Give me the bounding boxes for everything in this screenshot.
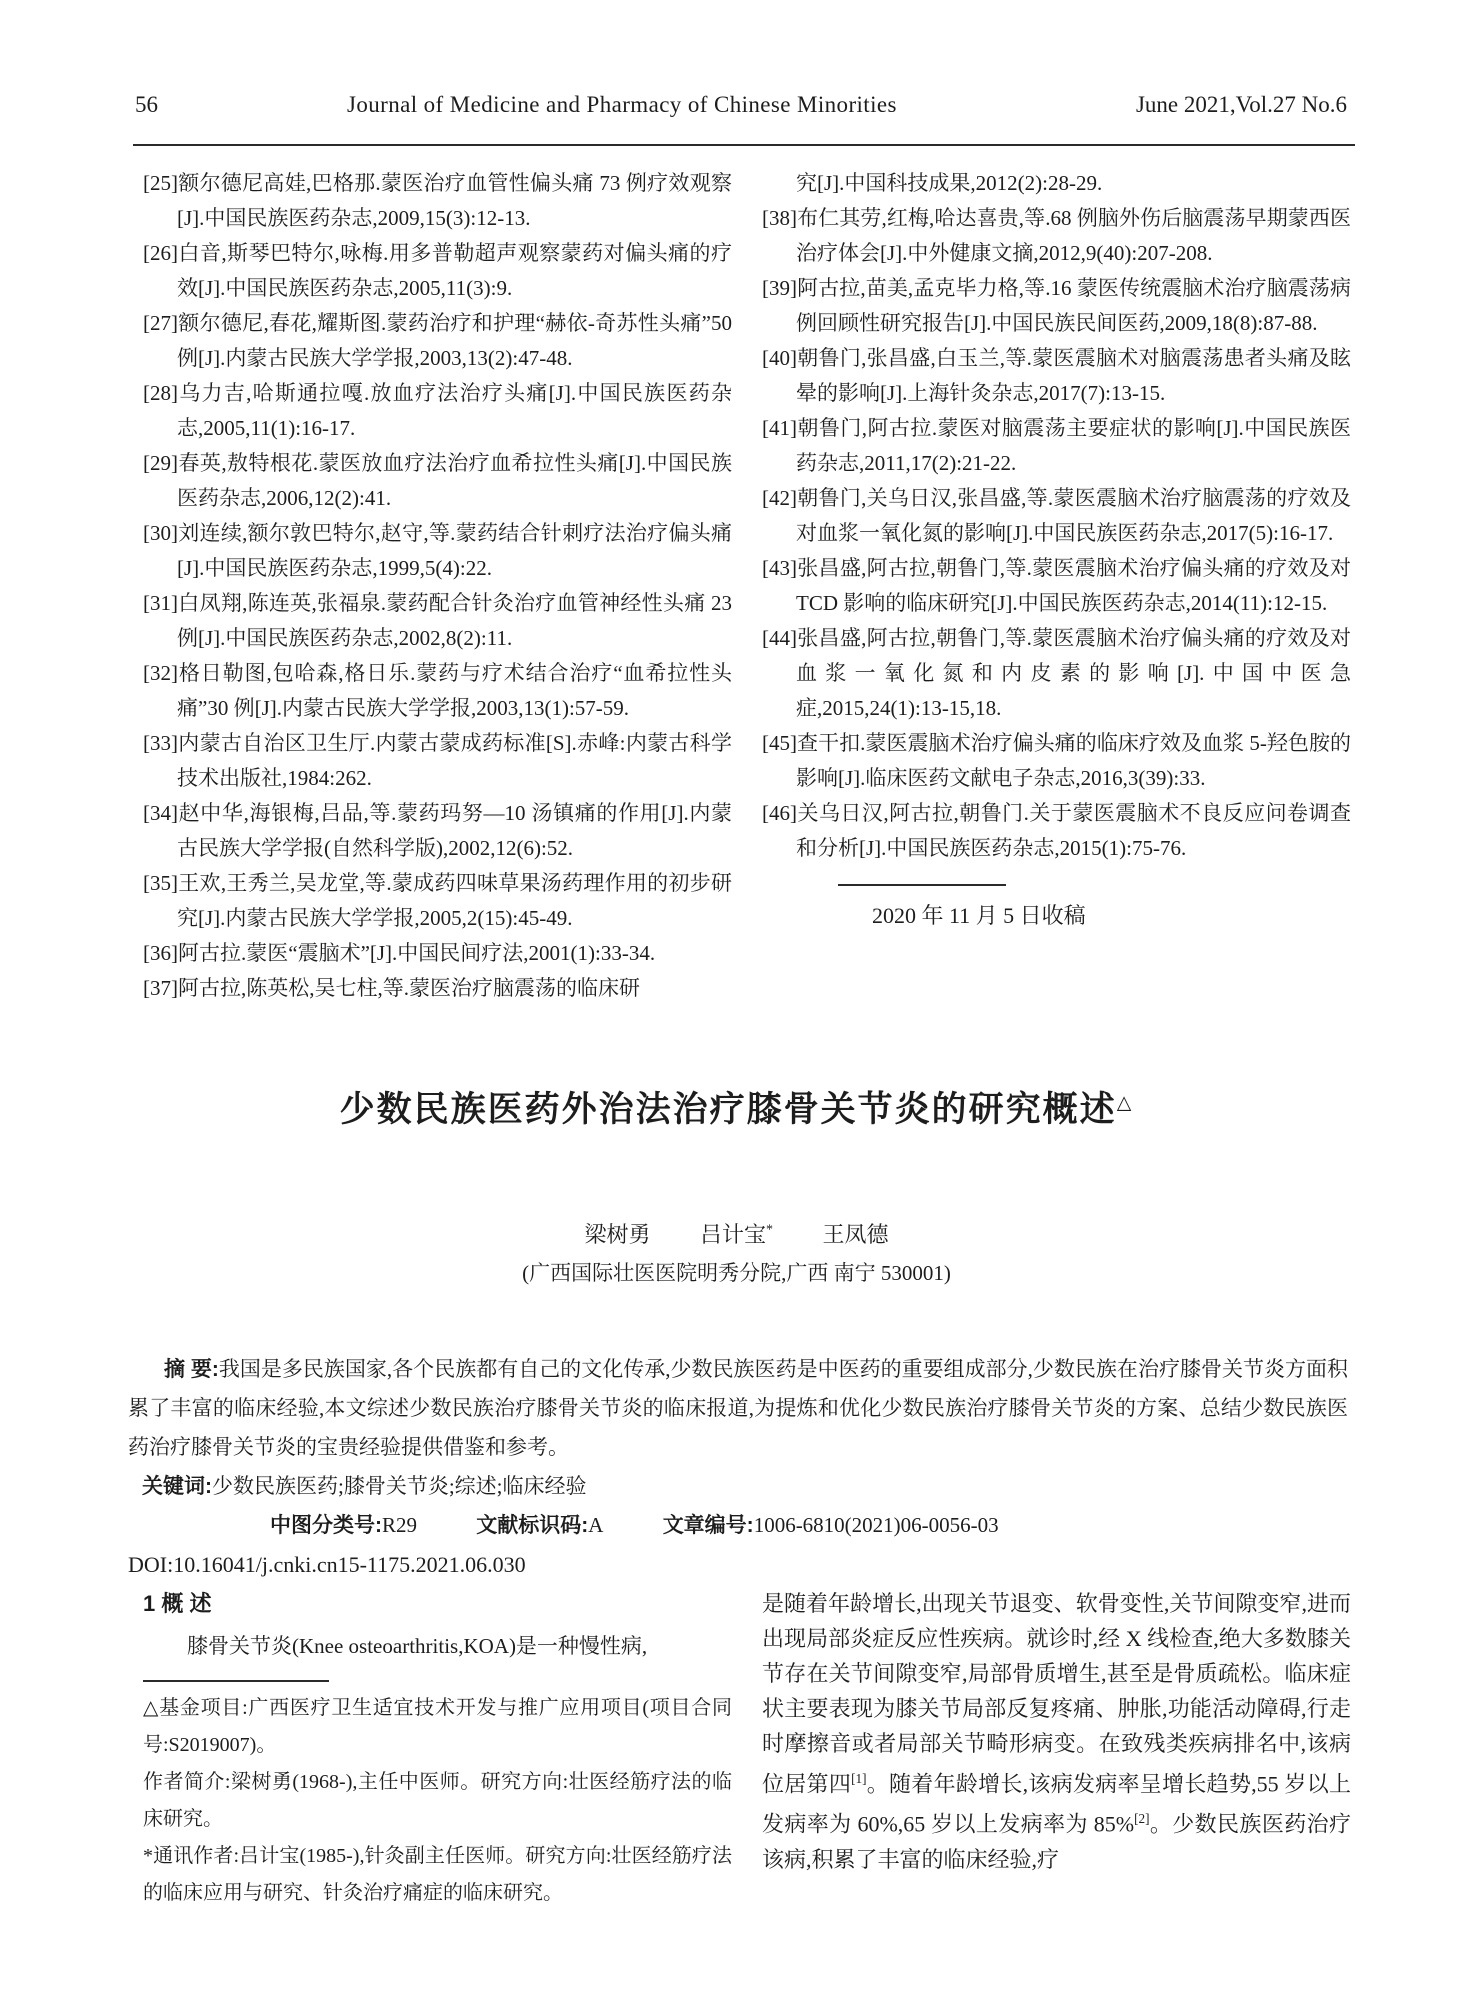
reference-item <box>143 516 732 586</box>
reference-label: [31] <box>143 591 178 615</box>
reference-label: [35] <box>143 871 178 895</box>
abstract-block <box>128 1350 1348 1584</box>
reference-label: [45] <box>762 731 797 755</box>
article-no-pair <box>663 1513 999 1537</box>
page-number: 56 <box>135 92 158 117</box>
reference-text: 朝鲁门,张昌盛,白玉兰,等.蒙医震脑术对脑震荡患者头痛及眩晕的影响[J].上海针灸杂志,2017(7):13-15. <box>796 346 1351 405</box>
reference-item <box>143 726 732 796</box>
reference-label: [27] <box>143 311 178 335</box>
body-right-column <box>762 1586 1351 1912</box>
reference-text: 刘连续,额尔敦巴特尔,赵守,等.蒙药结合针刺疗法治疗偏头痛[J].中国民族医药杂志,1999,5(4):22. <box>177 521 732 580</box>
reference-label: [34] <box>143 801 178 825</box>
reference-item-continuation <box>762 166 1351 201</box>
doc-code-label: 文献标识码: <box>476 1514 589 1537</box>
reference-text: 春英,敖特根花.蒙医放血疗法治疗血希拉性头痛[J].中国民族医药杂志,2006,12(2):41. <box>177 451 732 510</box>
reference-item <box>762 621 1351 726</box>
body-paragraph: 是随着年龄增长,出现关节退变、软骨变性,关节间隙变窄,进而出现局部炎症反应性疾病。就诊时,经 X 线检查,绝大多数膝关节存在关节间隙变窄,局部骨质增生,甚至是骨质疏松。临床症状主要表现为膝关节局部反复疼痛、肿胀,功能活动障碍,行走时摩擦音或者局部关节畸形病变。在致残类疾病排名中,该病位居第四[1]。随着年龄增长,该病发病率呈增长趋势,55 岁以上发病率为 60%,65 岁以上发病率为 85%[2]。少数民族医药治疗该病,积累了丰富的临床经验,疗 <box>762 1591 1351 1872</box>
affiliation: (广西国际壮医医院明秀分院,广西 南宁 530001) <box>522 1261 951 1285</box>
reference-text: 阿古拉.蒙医“震脑术”[J].中国民间疗法,2001(1):33-34. <box>178 941 656 965</box>
reference-text: 白音,斯琴巴特尔,咏梅.用多普勒超声观察蒙药对偏头痛的疗效[J].中国民族医药杂志,2005,11(3):9. <box>177 241 732 300</box>
clc-label: 中图分类号: <box>270 1514 382 1537</box>
reference-text: 额尔德尼,春花,耀斯图.蒙药治疗和护理“赫依-奇苏性头痛”50 例[J].内蒙古民族大学学报,2003,13(2):47-48. <box>177 311 732 370</box>
reference-item <box>762 551 1351 621</box>
reference-item <box>143 586 732 656</box>
body-section <box>143 1586 1351 1912</box>
reference-text: 布仁其劳,红梅,哈达喜贵,等.68 例脑外伤后脑震荡早期蒙西医治疗体会[J].中外健康文摘,2012,9(40):207-208. <box>796 206 1351 265</box>
article-no-value: 1006-6810(2021)06-0056-03 <box>753 1513 999 1537</box>
journal-title: Journal of Medicine and Pharmacy of Chinese Minorities <box>347 92 897 117</box>
reference-label: [46] <box>762 801 797 825</box>
issue-info: June 2021,Vol.27 No.6 <box>1135 92 1347 117</box>
reference-text: 内蒙古自治区卫生厅.内蒙古蒙成药标准[S].赤峰:内蒙古科学技术出版社,1984:262. <box>177 731 732 790</box>
reference-item <box>143 936 732 971</box>
footnote-divider <box>143 1680 329 1682</box>
doc-code-value: A <box>588 1513 604 1537</box>
page-header <box>133 88 1355 146</box>
reference-text: 张昌盛,阿古拉,朝鲁门,等.蒙医震脑术治疗偏头痛的疗效及对血浆一氧化氮和内皮素的影响[J].中国中医急症,2015,24(1):13-15,18. <box>796 626 1351 720</box>
reference-label: [42] <box>762 486 797 510</box>
reference-item <box>143 796 732 866</box>
reference-item <box>143 446 732 516</box>
reference-label: [29] <box>143 451 178 475</box>
reference-text: 阿古拉,陈英松,吴七柱,等.蒙医治疗脑震荡的临床研 <box>178 976 640 1000</box>
reference-label: [38] <box>762 206 797 230</box>
author-name: 王凤德 <box>822 1222 889 1247</box>
references-left-column <box>143 166 732 1006</box>
received-date: 2020 年 11 月 5 日收稿 <box>872 903 1086 928</box>
reference-label: [36] <box>143 941 178 965</box>
keywords-text: 少数民族医药;膝骨关节炎;综述;临床经验 <box>212 1474 587 1498</box>
abstract-label: 摘 要: <box>164 1358 219 1381</box>
reference-label: [30] <box>143 521 178 545</box>
reference-item <box>762 796 1351 866</box>
reference-label: [44] <box>762 626 797 650</box>
reference-label: [28] <box>143 381 178 405</box>
reference-label: [26] <box>143 241 178 265</box>
section-heading: 1 概 述 <box>143 1591 212 1616</box>
reference-text: 额尔德尼高娃,巴格那.蒙医治疗血管性偏头痛 73 例疗效观察[J].中国民族医药杂志,2009,15(3):12-13. <box>177 171 732 230</box>
reference-text: 查干扣.蒙医震脑术治疗偏头痛的临床疗效及血浆 5-羟色胺的影响[J].临床医药文献电子杂志,2016,3(39):33. <box>796 731 1351 790</box>
reference-text: 关乌日汉,阿古拉,朝鲁门.关于蒙医震脑术不良反应问卷调查和分析[J].中国民族医药杂志,2015(1):75-76. <box>796 801 1351 860</box>
author-name: 梁树勇 <box>584 1222 651 1247</box>
doi-line: DOI:10.16041/j.cnki.cn15-1175.2021.06.030 <box>128 1552 526 1577</box>
reference-label: [40] <box>762 346 797 370</box>
keywords-line <box>128 1467 1348 1506</box>
article-title: 少数民族医药外治法治疗膝骨关节炎的研究概述△ <box>339 1090 1134 1129</box>
reference-text: 白凤翔,陈连英,张福泉.蒙药配合针灸治疗血管神经性头痛 23 例[J].中国民族医药杂志,2002,8(2):11. <box>177 591 732 650</box>
reference-label: [32] <box>143 661 178 685</box>
reference-text: 乌力吉,哈斯通拉嘎.放血疗法治疗头痛[J].中国民族医药杂志,2005,11(1):16-17. <box>177 381 732 440</box>
article-no-label: 文章编号: <box>662 1514 754 1537</box>
reference-text: 王欢,王秀兰,吴龙堂,等.蒙成药四味草果汤药理作用的初步研究[J].内蒙古民族大学学报,2005,2(15):45-49. <box>177 871 732 930</box>
abstract-text: 我国是多民族国家,各个民族都有自己的文化传承,少数民族医药是中医药的重要组成部分,少数民族在治疗膝骨关节炎方面积累了丰富的临床经验,本文综述少数民族治疗膝骨关节炎的临床报道,为提炼和优化少数民族治疗膝骨关节炎的方案、总结少数民族医药治疗膝骨关节炎的宝贵经验提供借鉴和参考。 <box>128 1357 1349 1459</box>
reference-text: 格日勒图,包哈森,格日乐.蒙药与疗术结合治疗“血希拉性头痛”30 例[J].内蒙古民族大学学报,2003,13(1):57-59. <box>177 661 732 720</box>
section-lead-paragraph: 膝骨关节炎(Knee osteoarthritis,KOA)是一种慢性病, <box>187 1634 648 1658</box>
reference-item <box>762 271 1351 341</box>
reference-text: 张昌盛,阿古拉,朝鲁门,等.蒙医震脑术治疗偏头痛的疗效及对 TCD 影响的临床研究[J].中国民族医药杂志,2014(11):12-15. <box>796 556 1351 615</box>
clc-pair <box>270 1513 417 1537</box>
footnote-corresponding-author: *通讯作者:吕计宝(1985-),针灸副主任医师。研究方向:壮医经筋疗法的临床应用与研究、针灸治疗痛症的临床研究。 <box>143 1845 732 1904</box>
title-fund-mark: △ <box>1116 1092 1134 1114</box>
references-section <box>143 166 1351 1006</box>
footnote-author-bio: 作者简介:梁树勇(1968-),主任中医师。研究方向:壮医经筋疗法的临床研究。 <box>143 1771 732 1830</box>
author-name: 吕计宝* <box>699 1222 773 1247</box>
reference-label: [43] <box>762 556 797 580</box>
reference-label: [25] <box>143 171 178 195</box>
reference-text: 朝鲁门,阿古拉.蒙医对脑震荡主要症状的影响[J].中国民族医药杂志,2011,17(2):21-22. <box>796 416 1351 475</box>
abstract-paragraph <box>128 1350 1348 1467</box>
reference-item <box>762 341 1351 411</box>
reference-item <box>143 376 732 446</box>
reference-label: [33] <box>143 731 178 755</box>
keywords-label: 关键词: <box>142 1475 212 1498</box>
clc-value: R29 <box>382 1513 418 1537</box>
doc-code-pair <box>476 1513 603 1537</box>
reference-item <box>143 656 732 726</box>
body-left-column <box>143 1586 732 1912</box>
reference-text: 赵中华,海银梅,吕品,等.蒙药玛努—10 汤镇痛的作用[J].内蒙古民族大学学报(自然科学版),2002,12(6):52. <box>177 801 732 860</box>
reference-text: 究[J].中国科技成果,2012(2):28-29. <box>796 171 1103 195</box>
reference-item <box>143 866 732 936</box>
reference-label: [39] <box>762 276 797 300</box>
meta-line <box>128 1506 1348 1545</box>
reference-item <box>762 481 1351 551</box>
reference-item <box>762 726 1351 796</box>
reference-text: 阿古拉,苗美,孟克毕力格,等.16 蒙医传统震脑术治疗脑震荡病例回顾性研究报告[J].中国民族民间医药,2009,18(8):87-88. <box>796 276 1351 335</box>
reference-item <box>143 306 732 376</box>
reference-item <box>762 201 1351 271</box>
reference-item <box>143 971 732 1006</box>
authors-line <box>0 1218 1473 1249</box>
received-divider <box>838 884 1006 886</box>
footnote-fund: △基金项目:广西医疗卫生适宜技术开发与推广应用项目(项目合同号:S2019007)。 <box>143 1697 732 1756</box>
footnotes <box>143 1690 732 1912</box>
reference-item <box>762 411 1351 481</box>
reference-item <box>143 236 732 306</box>
reference-item <box>143 166 732 236</box>
reference-label: [37] <box>143 976 178 1000</box>
reference-label: [41] <box>762 416 797 440</box>
author-mark: * <box>766 1222 773 1238</box>
reference-text: 朝鲁门,关乌日汉,张昌盛,等.蒙医震脑术治疗脑震荡的疗效及对血浆一氧化氮的影响[J].中国民族医药杂志,2017(5):16-17. <box>796 486 1351 545</box>
references-right-column <box>762 166 1351 1006</box>
